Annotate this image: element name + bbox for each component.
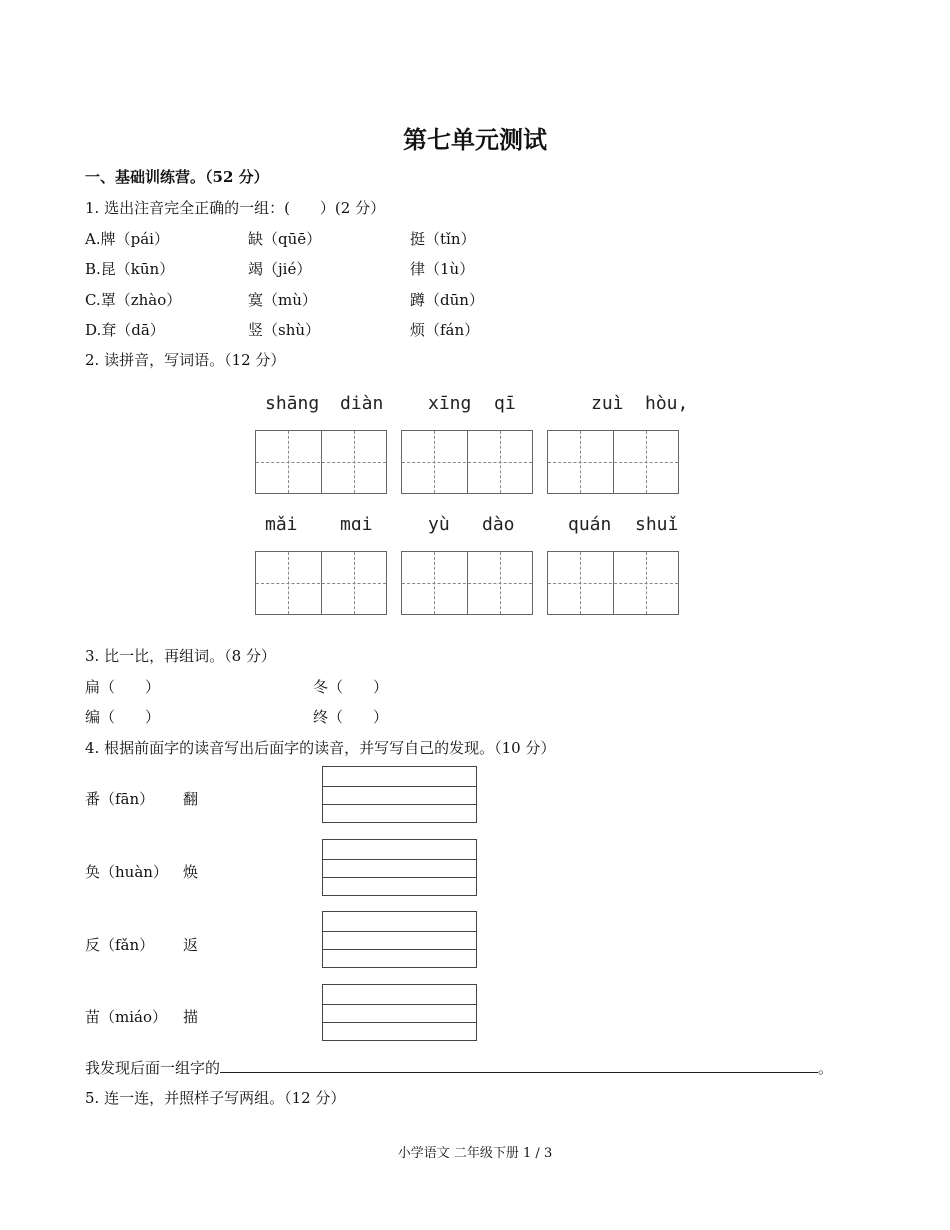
option-a-2: 缺（qūē） [248, 230, 322, 248]
pair-target: 返 [183, 936, 199, 954]
writing-grid[interactable] [547, 551, 679, 615]
pair-source: 奂（huàn） [85, 863, 168, 881]
option-d-1: D.耷（dā） [85, 321, 165, 339]
pinyin: xīng [428, 393, 472, 414]
compare-item: 编（ ） [85, 708, 161, 726]
pinyin: dào [482, 514, 515, 535]
writing-grid[interactable] [401, 551, 533, 615]
writing-grid[interactable] [547, 430, 679, 494]
pinyin: shāng [265, 393, 320, 414]
writing-grid[interactable] [255, 551, 387, 615]
section-heading: 一、基础训练营。（52 分） [85, 168, 269, 186]
pinyin: zuì [591, 393, 624, 414]
pair-target: 焕 [183, 863, 199, 881]
compare-item: 扁（ ） [85, 678, 161, 696]
pinyin: yù [428, 514, 450, 535]
pinyin-writing-lines[interactable] [322, 911, 477, 968]
pinyin: mɑi [340, 514, 373, 535]
pinyin-writing-lines[interactable] [322, 839, 477, 896]
pinyin-writing-lines[interactable] [322, 766, 477, 823]
option-b-3: 律（1ù） [410, 260, 475, 278]
option-b-1: B.昆（kūn） [85, 260, 175, 278]
compare-item: 终（ ） [313, 708, 389, 726]
page-footer: 小学语文 二年级下册 1 / 3 [397, 1146, 553, 1161]
question-3-prompt: 3. 比一比，再组词。（8 分） [85, 647, 276, 665]
finding-label: 我发现后面一组字的 [85, 1059, 221, 1077]
pair-source: 苗（miáo） [85, 1008, 167, 1026]
pair-target: 翻 [183, 790, 199, 808]
finding-line [85, 1057, 833, 1078]
writing-grid[interactable] [255, 430, 387, 494]
pinyin: hòu, [645, 393, 689, 414]
option-c-3: 蹲（dūn） [410, 291, 484, 309]
pinyin: mǎi [265, 514, 298, 535]
pair-source: 反（fǎn） [85, 936, 155, 954]
option-d-3: 烦（fán） [410, 321, 480, 339]
pinyin: shuǐ [635, 514, 679, 535]
compare-item: 冬（ ） [313, 678, 389, 696]
option-c-2: 寞（mù） [248, 291, 317, 309]
question-2-prompt: 2. 读拼音，写词语。（12 分） [85, 351, 286, 369]
pinyin: qī [494, 393, 516, 414]
pair-source: 番（fān） [85, 790, 155, 808]
option-b-2: 竭（jié） [248, 260, 312, 278]
option-d-2: 竖（shù） [248, 321, 321, 339]
question-1-prompt: 1. 选出注音完全正确的一组：( ）(2 分） [85, 199, 386, 217]
question-4-prompt: 4. 根据前面字的读音写出后面字的读音，并写写自己的发现。（10 分） [85, 739, 556, 757]
writing-grid[interactable] [401, 430, 533, 494]
pinyin-writing-lines[interactable] [322, 984, 477, 1041]
finding-blank[interactable] [220, 1058, 818, 1073]
option-a-1: A.牌（pái） [85, 230, 169, 248]
finding-end: 。 [818, 1059, 834, 1077]
pinyin: diàn [340, 393, 384, 414]
option-c-1: C.罩（zhào） [85, 291, 182, 309]
question-5-prompt: 5. 连一连，并照样子写两组。（12 分） [85, 1089, 346, 1107]
page-title: 第七单元测试 [403, 125, 547, 154]
option-a-3: 挺（tǐn） [410, 230, 476, 248]
pinyin: quán [568, 514, 612, 535]
pair-target: 描 [183, 1008, 199, 1026]
